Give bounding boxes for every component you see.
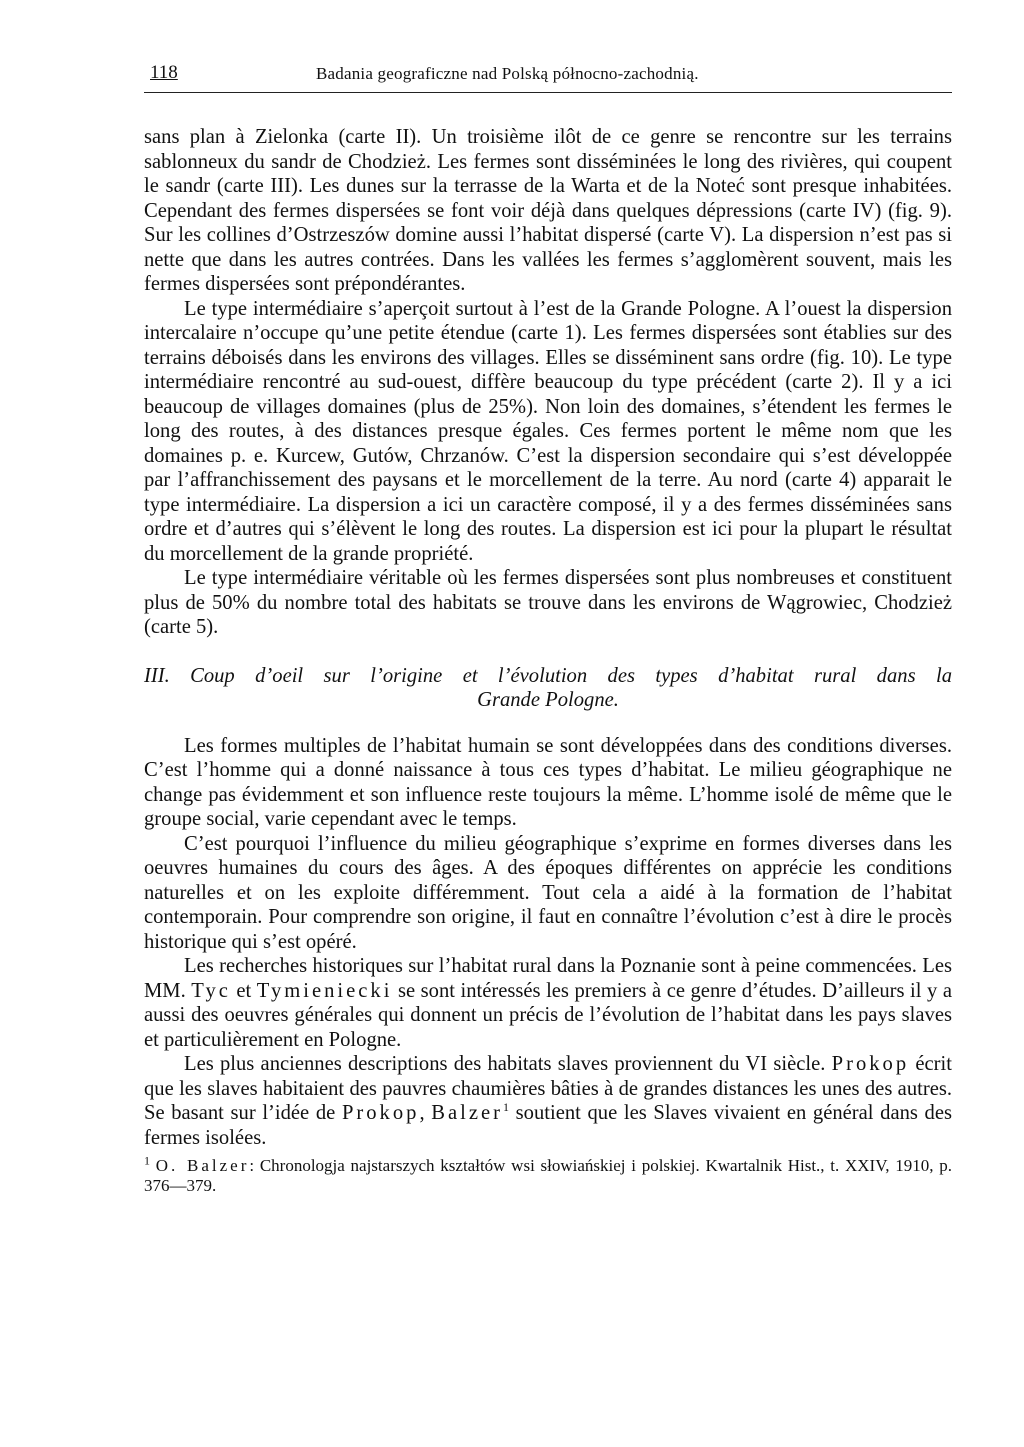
text-run: écrit que les slaves habitaient des pauvres chaumières bâties à de grandes distances les unes des autres. Se basant sur l’idée de xyxy=(144,1053,952,1124)
paragraph xyxy=(144,954,952,1052)
author-name: Tymieniecki xyxy=(256,979,393,1002)
body-text xyxy=(144,125,952,1196)
paragraph: sans plan à Zielonka (carte II). Un troisième ilôt de ce genre se rencontre sur les terrains sablonneux du sandr de Chodzież. Les fermes sont disséminées le long des rivières, qui coupent le sandr (carte III). Les dunes sur la terrasse de la Warta et de la Noteć sont presque inhabitées. Cependant des fermes dispersées se font voir déjà dans quelques dépressions (carte IV) (fig. 9). Sur les collines d’Ostrzeszów domine aussi l’habitat dispersé (carte V). La dispersion n’est pas si nette que dans les autres contrées. Dans les vallées les fermes s’agglomèrent souvent, mais les fermes dispersées sont prépondérantes. xyxy=(144,126,952,295)
footnote-text: : Chronologja najstarszych kształtów wsi słowiańskiej i polskiej. Kwartalnik Hist., t. XXIV, 1910, p. 376—379. xyxy=(144,1156,953,1195)
text-run: , xyxy=(419,1102,432,1124)
footnote-author: O. Balzer xyxy=(155,1156,250,1175)
text-run: soutient que les Slaves vivaient en général dans des fermes isolées. xyxy=(144,1102,953,1149)
section-heading-line1: III. Coup d’oeil sur l’origine et l’évolution des types d’habitat rural dans la xyxy=(144,664,952,687)
author-name: Tyc xyxy=(191,979,231,1002)
running-title: Badania geograficzne nad Polską północno-zachodnią. xyxy=(316,64,699,83)
paragraph: Les formes multiples de l’habitat humain se sont développées dans des conditions diverses. C’est l’homme qui a donné naissance à tous ces types d’habitat. Le milieu géographique ne change pas évidemment et son influence reste toujours la même. L’homme isolé de même que le groupe social, varie cependant avec le temps. xyxy=(144,734,952,830)
footnote-ref: 1 xyxy=(503,1100,509,1115)
paragraph: Le type intermédiaire véritable où les fermes dispersées sont plus nombreuses et constituent plus de 50% du nombre total des habitats se trouve dans les environs de Wągrowiec, Chodzież (carte 5). xyxy=(144,567,952,638)
section-heading-line2: Grande Pologne. xyxy=(477,689,619,711)
author-name: Balzer xyxy=(431,1102,503,1124)
text-run: Les recherches historiques sur l’habitat rural dans la Poznanie sont à peine commencées. Les MM. xyxy=(144,955,952,1002)
running-head xyxy=(144,62,952,92)
text-run: se sont intéressés les premiers à ce genre d’études. D’ailleurs il y a aussi des oeuvres générales qui donnent un précis de l’évolution de l’habitat dans les pays slaves et particulièrement en Pologne. xyxy=(144,979,952,1051)
page xyxy=(144,62,952,1196)
paragraph: C’est pourquoi l’influence du milieu géographique s’exprime en formes diverses dans les oeuvres humaines du cours des âges. A des époques différentes on apprécie les conditions naturelles et on les exploite différemment. Tout cela a aidé à la formation de l’habitat contemporain. Pour comprendre son origine, il faut en connaître l’évolution c’est à dire le procès historique qui s’est opéré. xyxy=(144,832,952,953)
paragraph xyxy=(144,1052,952,1150)
text-run: et xyxy=(230,979,257,1002)
paragraph: Le type intermédiaire s’aperçoit surtout à l’est de la Grande Pologne. A l’ouest la dispersion intercalaire n’occupe qu’une petite étendue (carte 1). Les fermes dispersées sont établies sur des terrains déboisés dans les environs des villages. Elles se disséminent sans ordre (fig. 10). Le type intermédiaire rencontré au sud-ouest, diffère beaucoup du type précédent (carte 2). Il y a ici beaucoup de villages domaines (plus de 25%). Non loin des domaines, s’étendent les fermes le long des routes, à des distances presque égales. Ces fermes portent le même nom que les domaines p. e. Kurcew, Gutów, Chrzanów. C’est la dispersion secondaire qui s’est développée par l’affranchissement des paysans et le morcellement de la terre. Au nord (carte 4) apparait le type intermédiaire. La dispersion a ici un caractère composé, il y a des fermes disséminées sans ordre et d’autres qui s’élèvent le long des routes. La dispersion est ici pour la plupart le résultat du morcellement de la grande propriété. xyxy=(144,297,952,565)
header-rule xyxy=(144,92,952,93)
author-name: Prokop xyxy=(831,1053,910,1075)
footnote xyxy=(144,1153,953,1196)
footnote-mark: 1 xyxy=(144,1153,150,1168)
author-name: Prokop xyxy=(341,1102,420,1124)
text-run: Les plus anciennes descriptions des habitats slaves proviennent du VI siècle. xyxy=(184,1053,832,1075)
page-number: 118 xyxy=(150,62,178,83)
section-heading xyxy=(144,664,952,713)
